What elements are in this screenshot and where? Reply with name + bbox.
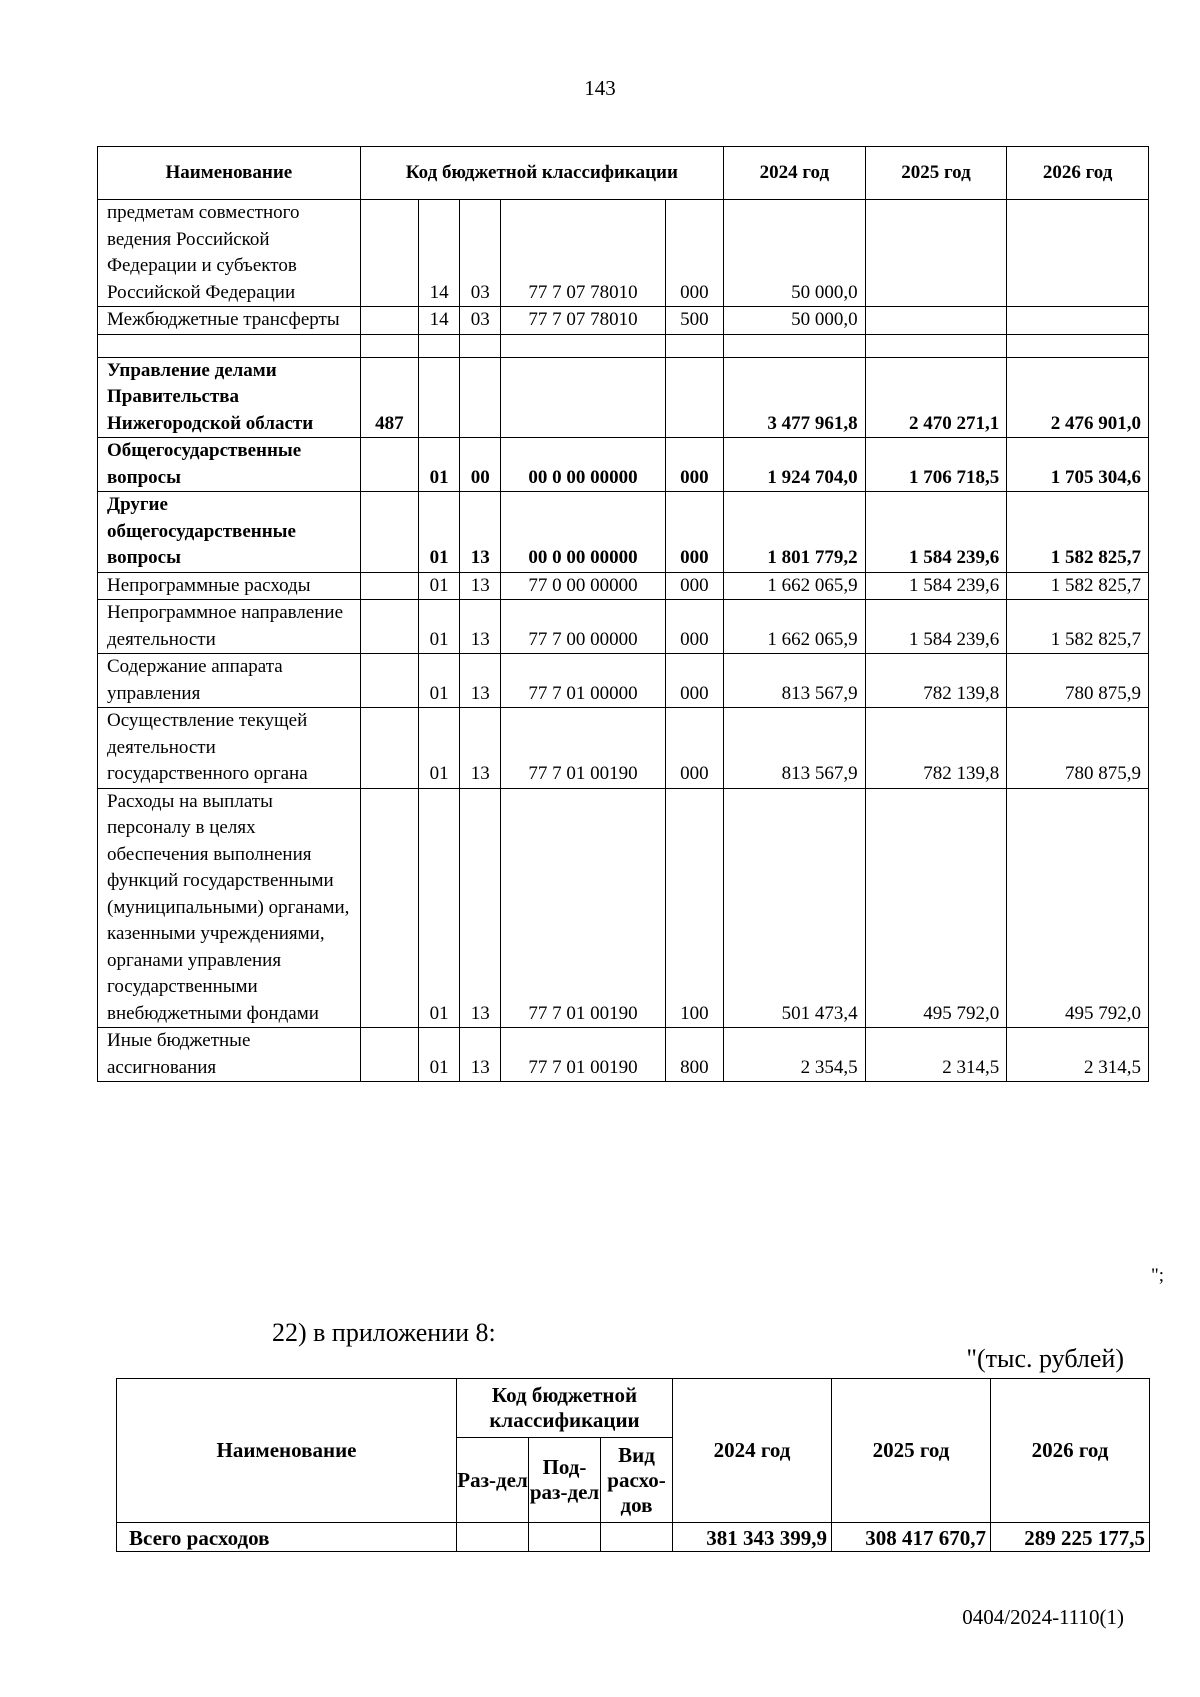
row-2026 xyxy=(1007,307,1149,335)
row-razdel: 01 xyxy=(419,572,460,600)
row-2024: 1 924 704,0 xyxy=(724,438,866,492)
row-2026: 780 875,9 xyxy=(1007,654,1149,708)
total-vid xyxy=(601,1523,673,1552)
row-razdel: 01 xyxy=(419,708,460,789)
row-razdel: 01 xyxy=(419,438,460,492)
row-2024: 501 473,4 xyxy=(724,788,866,1028)
row-adm xyxy=(360,572,418,600)
row-adm xyxy=(360,788,418,1028)
row-podrazdel: 13 xyxy=(460,600,501,654)
table-row xyxy=(98,600,1149,654)
spacer-row xyxy=(98,334,1149,357)
table-row xyxy=(98,654,1149,708)
row-2025: 1 584 239,6 xyxy=(865,492,1007,573)
row-target-code: 00 0 00 00000 xyxy=(501,492,665,573)
row-adm xyxy=(360,600,418,654)
row-name: Иные бюджетные ассигнования xyxy=(98,1028,361,1082)
summary-header-2026: 2026 год xyxy=(991,1379,1150,1523)
summary-header-2024: 2024 год xyxy=(673,1379,832,1523)
closing-quote-mark: "; xyxy=(1151,1265,1165,1286)
row-podrazdel: 00 xyxy=(460,438,501,492)
budget-table xyxy=(97,146,1149,1082)
row-2026: 495 792,0 xyxy=(1007,788,1149,1028)
row-2026: 780 875,9 xyxy=(1007,708,1149,789)
row-name: предметам совместного ведения Российской Федерации и субъектов Российской Федерации xyxy=(98,200,361,307)
row-2026: 2 314,5 xyxy=(1007,1028,1149,1082)
table-row xyxy=(98,438,1149,492)
row-2025 xyxy=(865,307,1007,335)
row-name: Управление делами Правительства Нижегородской области xyxy=(98,357,361,438)
total-name: Всего расходов xyxy=(117,1523,457,1552)
row-expense-type: 800 xyxy=(665,1028,723,1082)
row-2025: 2 470 271,1 xyxy=(865,357,1007,438)
row-2024: 2 354,5 xyxy=(724,1028,866,1082)
table-header-row xyxy=(98,147,1149,200)
row-2024: 1 662 065,9 xyxy=(724,600,866,654)
row-podrazdel xyxy=(460,357,501,438)
row-name: Осуществление текущей деятельности государственного органа xyxy=(98,708,361,789)
row-adm xyxy=(360,438,418,492)
row-expense-type: 000 xyxy=(665,492,723,573)
row-name: Непрограммное направление деятельности xyxy=(98,600,361,654)
summary-header-name: Наименование xyxy=(117,1379,457,1523)
table-row xyxy=(98,357,1149,438)
row-razdel: 14 xyxy=(419,200,460,307)
row-adm xyxy=(360,307,418,335)
row-razdel: 01 xyxy=(419,654,460,708)
header-2026: 2026 год xyxy=(1007,147,1149,200)
row-2025: 782 139,8 xyxy=(865,708,1007,789)
row-razdel: 01 xyxy=(419,788,460,1028)
row-target-code: 77 0 00 00000 xyxy=(501,572,665,600)
row-podrazdel: 13 xyxy=(460,654,501,708)
summary-table xyxy=(116,1378,1150,1552)
row-2025: 1 706 718,5 xyxy=(865,438,1007,492)
row-podrazdel: 03 xyxy=(460,307,501,335)
row-2025: 782 139,8 xyxy=(865,654,1007,708)
row-adm xyxy=(360,654,418,708)
row-2025: 1 584 239,6 xyxy=(865,572,1007,600)
row-2026: 1 582 825,7 xyxy=(1007,492,1149,573)
header-name: Наименование xyxy=(98,147,361,200)
header-2024: 2024 год xyxy=(724,147,866,200)
row-2026: 2 476 901,0 xyxy=(1007,357,1149,438)
page-number: 143 xyxy=(584,76,616,100)
table-row xyxy=(98,708,1149,789)
row-razdel: 01 xyxy=(419,600,460,654)
row-name: Другие общегосударственные вопросы xyxy=(98,492,361,573)
row-2026 xyxy=(1007,200,1149,307)
row-name: Непрограммные расходы xyxy=(98,572,361,600)
total-2024: 381 343 399,9 xyxy=(673,1523,832,1552)
header-code: Код бюджетной классификации xyxy=(360,147,723,200)
section-heading: 22) в приложении 8: xyxy=(272,1318,496,1347)
summary-header-razdel: Раз-дел xyxy=(457,1438,529,1523)
row-2024: 1 801 779,2 xyxy=(724,492,866,573)
table-row xyxy=(98,307,1149,335)
row-podrazdel: 03 xyxy=(460,200,501,307)
row-expense-type: 000 xyxy=(665,600,723,654)
row-2024: 50 000,0 xyxy=(724,200,866,307)
row-target-code: 77 7 01 00190 xyxy=(501,1028,665,1082)
row-name: Содержание аппарата управления xyxy=(98,654,361,708)
row-podrazdel: 13 xyxy=(460,788,501,1028)
total-razdel xyxy=(457,1523,529,1552)
row-2026: 1 582 825,7 xyxy=(1007,572,1149,600)
row-expense-type: 000 xyxy=(665,438,723,492)
summary-header-2025: 2025 год xyxy=(832,1379,991,1523)
row-target-code: 77 7 07 78010 xyxy=(501,307,665,335)
row-expense-type: 000 xyxy=(665,200,723,307)
row-name: Общегосударственные вопросы xyxy=(98,438,361,492)
row-adm: 487 xyxy=(360,357,418,438)
summary-header-vid: Вид расхо-дов xyxy=(601,1438,673,1523)
row-target-code: 77 7 01 00000 xyxy=(501,654,665,708)
row-2025: 2 314,5 xyxy=(865,1028,1007,1082)
row-expense-type: 000 xyxy=(665,708,723,789)
row-2024: 1 662 065,9 xyxy=(724,572,866,600)
row-2024: 813 567,9 xyxy=(724,708,866,789)
row-adm xyxy=(360,200,418,307)
summary-total-row xyxy=(117,1523,1150,1552)
units-label: "(тыс. рублей) xyxy=(966,1344,1124,1373)
row-expense-type: 100 xyxy=(665,788,723,1028)
row-name: Межбюджетные трансферты xyxy=(98,307,361,335)
row-expense-type: 000 xyxy=(665,572,723,600)
row-podrazdel: 13 xyxy=(460,572,501,600)
row-2024: 50 000,0 xyxy=(724,307,866,335)
summary-header-code: Код бюджетной классификации xyxy=(457,1379,673,1438)
row-adm xyxy=(360,1028,418,1082)
row-adm xyxy=(360,708,418,789)
row-razdel: 01 xyxy=(419,1028,460,1082)
table-row xyxy=(98,492,1149,573)
total-2026: 289 225 177,5 xyxy=(991,1523,1150,1552)
row-name: Расходы на выплаты персоналу в целях обеспечения выполнения функций государственными (муниципальными) органами, казенными учреждениями, органами управления государственными внебюджетными фондами xyxy=(98,788,361,1028)
row-target-code: 00 0 00 00000 xyxy=(501,438,665,492)
row-2024: 3 477 961,8 xyxy=(724,357,866,438)
row-expense-type: 000 xyxy=(665,654,723,708)
total-podrazdel xyxy=(529,1523,601,1552)
row-adm xyxy=(360,492,418,573)
table-row xyxy=(98,1028,1149,1082)
header-2025: 2025 год xyxy=(865,147,1007,200)
row-target-code: 77 7 01 00190 xyxy=(501,708,665,789)
row-2025: 1 584 239,6 xyxy=(865,600,1007,654)
row-podrazdel: 13 xyxy=(460,492,501,573)
row-2025: 495 792,0 xyxy=(865,788,1007,1028)
row-target-code: 77 7 01 00190 xyxy=(501,788,665,1028)
row-razdel: 01 xyxy=(419,492,460,573)
row-razdel: 14 xyxy=(419,307,460,335)
document-code: 0404/2024-1110(1) xyxy=(962,1605,1124,1629)
row-2025 xyxy=(865,200,1007,307)
total-2025: 308 417 670,7 xyxy=(832,1523,991,1552)
row-target-code xyxy=(501,357,665,438)
row-2026: 1 582 825,7 xyxy=(1007,600,1149,654)
summary-header-row xyxy=(117,1379,1150,1438)
row-target-code: 77 7 00 00000 xyxy=(501,600,665,654)
row-podrazdel: 13 xyxy=(460,708,501,789)
row-razdel xyxy=(419,357,460,438)
table-row xyxy=(98,200,1149,307)
summary-header-podrazdel: Под-раз-дел xyxy=(529,1438,601,1523)
table-row xyxy=(98,788,1149,1028)
row-2024: 813 567,9 xyxy=(724,654,866,708)
row-2026: 1 705 304,6 xyxy=(1007,438,1149,492)
table-row xyxy=(98,572,1149,600)
row-target-code: 77 7 07 78010 xyxy=(501,200,665,307)
row-podrazdel: 13 xyxy=(460,1028,501,1082)
row-expense-type: 500 xyxy=(665,307,723,335)
row-expense-type xyxy=(665,357,723,438)
